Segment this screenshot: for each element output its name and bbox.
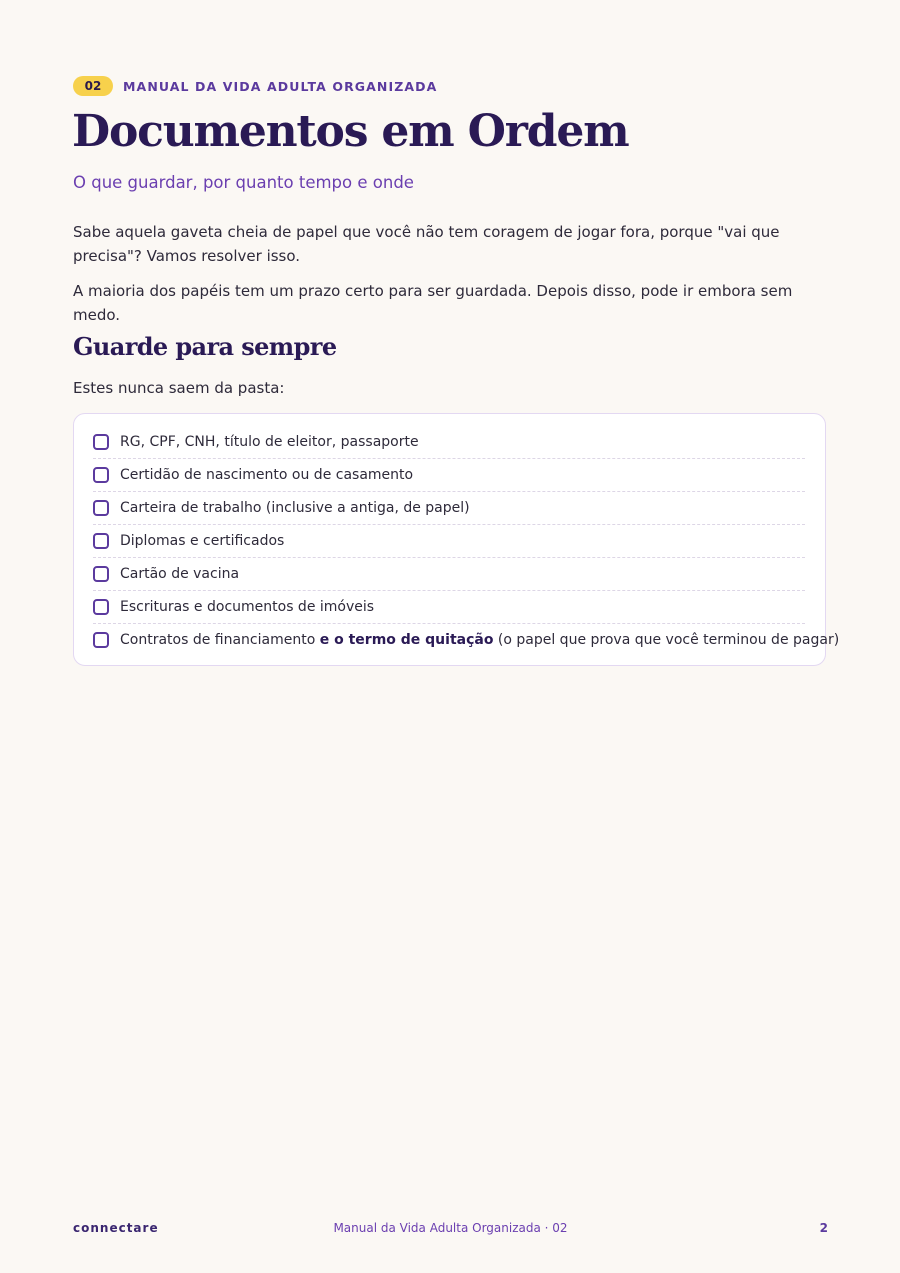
checkbox[interactable] xyxy=(93,500,109,516)
checkbox[interactable] xyxy=(93,434,109,450)
eyebrow xyxy=(73,76,437,96)
checklist-item-label: RG, CPF, CNH, título de eleitor, passaporte xyxy=(120,434,419,450)
checkbox[interactable] xyxy=(93,533,109,549)
checklist-item[interactable] xyxy=(93,591,805,624)
checklist xyxy=(73,413,840,666)
footer-running-title: Manual da Vida Adulta Organizada · 02 xyxy=(333,1221,568,1235)
page-subtitle: O que guardar, por quanto tempo e onde xyxy=(73,173,414,192)
eyebrow-text: MANUAL DA VIDA ADULTA ORGANIZADA xyxy=(123,78,438,94)
checkbox[interactable] xyxy=(93,467,109,483)
intro-paragraph: A maioria dos papéis tem um prazo certo para ser guardada. Depois disso, pode ir embora sem medo. xyxy=(73,282,793,324)
checklist-item[interactable] xyxy=(93,492,805,525)
checklist-item-label: Carteira de trabalho (inclusive a antiga, de papel) xyxy=(120,500,470,516)
checklist-item-label: Certidão de nascimento ou de casamento xyxy=(120,467,414,483)
page-number: 2 xyxy=(819,1221,828,1235)
checklist-item[interactable] xyxy=(93,624,840,656)
intro xyxy=(73,220,833,338)
checklist-item[interactable] xyxy=(93,426,805,459)
checkbox[interactable] xyxy=(93,632,109,648)
label-text: (o papel que prova que você terminou de pagar) xyxy=(493,632,840,648)
checkbox[interactable] xyxy=(93,566,109,582)
footer-brand: connectare xyxy=(73,1221,159,1235)
label-emphasis: e o termo de quitação xyxy=(319,632,494,648)
section-title: Guarde para sempre xyxy=(73,332,337,361)
page-title: Documentos em Ordem xyxy=(72,106,629,157)
checklist-item[interactable] xyxy=(93,525,805,558)
checklist-item-label xyxy=(120,632,839,648)
checklist-item-label: Diplomas e certificados xyxy=(120,533,285,549)
checklist-item[interactable] xyxy=(93,558,805,591)
section-lead: Estes nunca saem da pasta: xyxy=(73,379,285,397)
footer xyxy=(73,1221,828,1239)
chapter-badge: 02 xyxy=(73,76,113,96)
checkbox[interactable] xyxy=(93,599,109,615)
label-text: Contratos de financiamento xyxy=(120,632,320,648)
checklist-item-label: Escrituras e documentos de imóveis xyxy=(120,599,375,615)
intro-paragraph: Sabe aquela gaveta cheia de papel que você não tem coragem de jogar fora, porque "vai que precisa"? Vamos resolver isso. xyxy=(73,223,780,265)
checklist-item-label: Cartão de vacina xyxy=(120,566,240,582)
checklist-item[interactable] xyxy=(93,459,805,492)
